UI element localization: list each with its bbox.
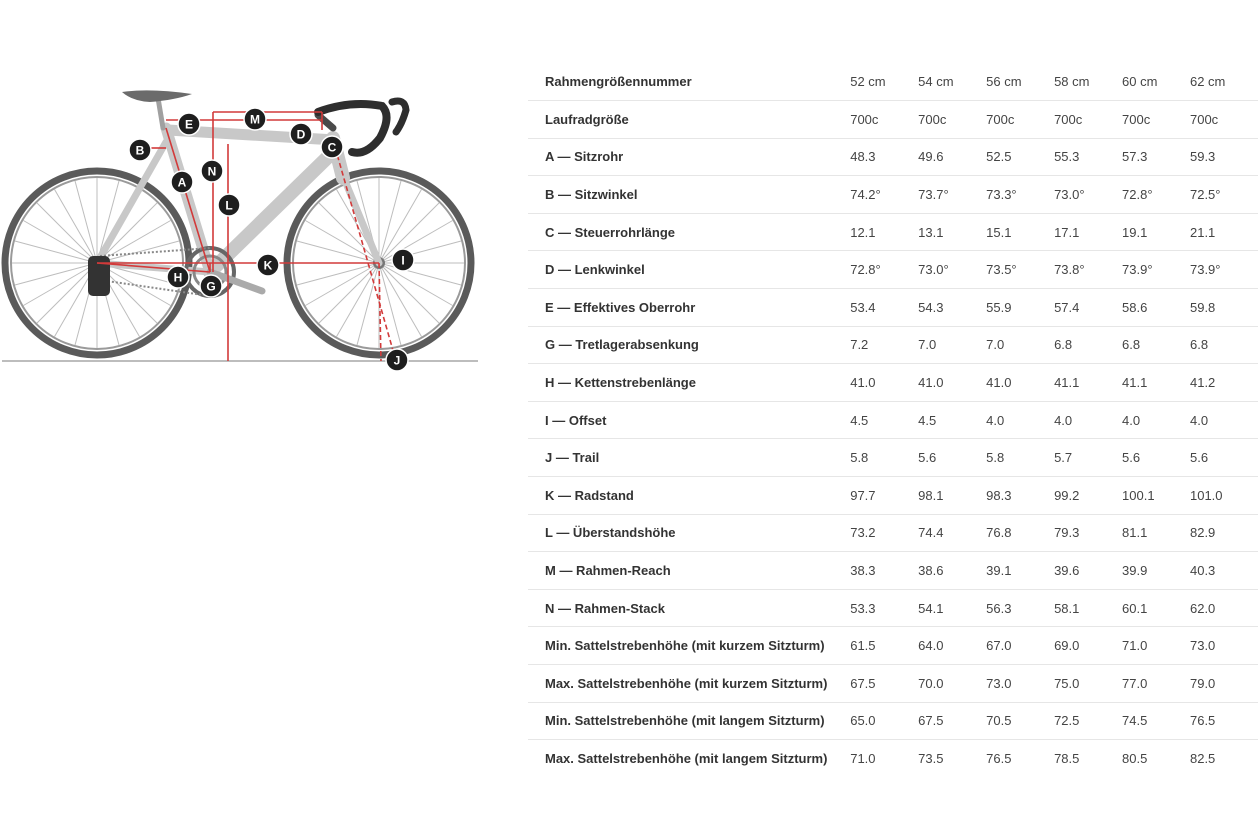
row-value: 54.3 [918,299,944,315]
row-label: K — Radstand [545,487,634,503]
row-label: M — Rahmen-Reach [545,563,671,579]
svg-text:J: J [393,353,401,368]
row-value: 17.1 [1054,224,1080,240]
row-value: 82.9 [1189,525,1216,541]
size-header-62: 62 cm [1189,74,1226,90]
row-value: 38.6 [918,563,944,579]
table-row [528,251,1258,289]
table-row [528,740,1258,778]
row-label: A — Sitzrohr [545,149,624,165]
table-row [528,477,1258,515]
row-value: 73.0 [986,675,1012,691]
row-value: 55.9 [986,299,1012,315]
row-value: 101.0 [1189,487,1223,503]
row-value: 82.5 [1189,751,1216,767]
row-value: 62.0 [1189,600,1216,616]
size-header-58: 58 cm [1054,74,1090,90]
row-value: 73.0° [1054,187,1085,203]
row-value: 72.8° [850,262,881,278]
wheel-spoke [379,263,401,345]
row-value: 41.0 [986,375,1012,391]
row-value: 79.3 [1054,525,1080,541]
svg-text:A: A [177,175,187,190]
row-value: 81.1 [1122,525,1148,541]
row-value: 57.3 [1122,149,1148,165]
row-value: 55.3 [1054,149,1080,165]
row-label: Min. Sattelstrebenhöhe (mit langem Sitzturm) [545,713,825,729]
table-row [528,289,1258,327]
row-label: Max. Sattelstrebenhöhe (mit langem Sitzturm) [545,751,828,767]
row-value: 70.5 [986,713,1012,729]
marker-k [257,254,279,276]
row-label: E — Effektives Oberrohr [545,299,696,315]
marker-j [386,349,408,371]
wheel-spoke [15,241,97,263]
row-value: 71.0 [850,751,876,767]
row-value: 97.7 [850,487,876,503]
geometry-table [528,63,1258,777]
table-row [528,514,1258,552]
table-row [528,627,1258,665]
row-value: 73.8° [1054,262,1085,278]
svg-text:G: G [206,279,216,294]
row-value: 700c [1122,111,1151,127]
wheel-spoke [379,263,461,285]
row-value: 41.0 [918,375,944,391]
row-value: 4.0 [1122,412,1141,428]
svg-text:N: N [207,164,217,179]
row-value: 61.5 [850,638,876,654]
row-value: 73.2 [850,525,876,541]
row-label: G — Tretlagerabsenkung [545,337,699,353]
table-row [528,439,1258,477]
table-row [528,176,1258,214]
row-value: 67.5 [918,713,944,729]
table-row [528,589,1258,627]
row-value: 79.0 [1189,675,1216,691]
row-value: 6.8 [1189,337,1209,353]
row-label: C — Steuerrohrlänge [545,224,676,240]
row-label: Min. Sattelstrebenhöhe (mit kurzem Sitzturm) [545,638,825,654]
marker-l [218,194,240,216]
row-value: 100.1 [1122,487,1155,503]
row-value: 52.5 [986,149,1012,165]
table-row [528,665,1258,703]
wheel-spoke [297,263,379,285]
row-label: I — Offset [545,412,607,428]
row-value: 39.6 [1054,563,1080,579]
row-label: B — Sitzwinkel [545,187,638,203]
row-value: 72.5 [1054,713,1080,729]
row-value: 58.1 [1054,600,1080,616]
row-value: 41.2 [1189,375,1216,391]
row-value: 12.1 [850,224,876,240]
row-value: 60.1 [1122,600,1148,616]
row-value: 73.9° [1122,262,1153,278]
row-value: 98.3 [986,487,1012,503]
row-value: 39.9 [1122,563,1148,579]
row-value: 57.4 [1054,299,1080,315]
row-value: 59.8 [1189,299,1216,315]
row-value: 98.1 [918,487,944,503]
svg-text:E: E [184,117,194,132]
row-value: 99.2 [1054,487,1080,503]
row-value: 4.0 [1189,412,1209,428]
table-row [528,364,1258,402]
row-value: 73.0 [1189,638,1216,654]
row-value: 5.7 [1054,450,1073,466]
marker-m [244,108,266,130]
row-value: 41.1 [1054,375,1080,391]
row-value: 53.3 [850,600,876,616]
row-label: D — Lenkwinkel [545,262,645,278]
row-value: 78.5 [1054,751,1080,767]
row-value: 700c [986,111,1015,127]
row-value: 5.8 [986,450,1005,466]
row-value: 53.4 [850,299,876,315]
svg-text:C: C [327,140,337,155]
row-value: 7.0 [918,337,937,353]
row-value: 74.2° [850,187,881,203]
table-header-row [528,63,1258,101]
row-value: 65.0 [850,713,876,729]
row-value: 41.1 [1122,375,1148,391]
row-value: 4.5 [850,412,869,428]
row-value: 73.3° [986,187,1017,203]
row-value: 75.0 [1054,675,1080,691]
marker-a [171,171,193,193]
size-header-56: 56 cm [986,74,1022,90]
svg-text:M: M [250,112,260,127]
frame-size-header: Rahmengrößennummer [545,74,692,90]
wheel-spoke [15,263,97,285]
row-value: 4.0 [986,412,1005,428]
bike-geometry-diagram [0,80,490,380]
row-value: 4.5 [918,412,937,428]
geometry-table-body [528,63,1258,777]
row-value: 6.8 [1054,337,1073,353]
marker-b [129,139,151,161]
row-value: 54.1 [918,600,944,616]
marker-g [200,275,222,297]
row-value: 73.9° [1189,262,1221,278]
row-value: 6.8 [1122,337,1141,353]
marker-e [178,113,200,135]
row-value: 73.5 [918,751,944,767]
size-header-54: 54 cm [918,74,954,90]
row-value: 700c [1189,111,1219,127]
row-value: 74.4 [918,525,944,541]
table-row [528,138,1258,176]
row-value: 700c [850,111,879,127]
size-header-60: 60 cm [1122,74,1158,90]
row-label: J — Trail [545,450,600,466]
row-value: 48.3 [850,149,876,165]
table-row [528,326,1258,364]
table-row [528,101,1258,139]
row-value: 59.3 [1189,149,1216,165]
row-value: 73.0° [918,262,949,278]
row-value: 80.5 [1122,751,1148,767]
row-value: 19.1 [1122,224,1148,240]
row-value: 21.1 [1189,224,1216,240]
row-label: N — Rahmen-Stack [545,600,665,616]
row-value: 38.3 [850,563,876,579]
size-header-52: 52 cm [850,74,886,90]
row-value: 5.6 [1122,450,1141,466]
row-value: 73.5° [986,262,1017,278]
row-value: 71.0 [1122,638,1148,654]
svg-text:B: B [135,143,145,158]
marker-h [167,266,189,288]
row-value: 4.0 [1054,412,1073,428]
row-value: 700c [918,111,947,127]
svg-text:H: H [173,270,183,285]
row-value: 56.3 [986,600,1012,616]
row-value: 72.5° [1189,187,1221,203]
marker-c [321,136,343,158]
svg-text:I: I [401,253,405,268]
row-label: H — Kettenstrebenlänge [545,375,696,391]
table-row [528,213,1258,251]
marker-d [290,123,312,145]
row-value: 15.1 [986,224,1012,240]
row-value: 76.5 [1189,713,1216,729]
marker-n [201,160,223,182]
row-value: 700c [1054,111,1083,127]
saddle [122,90,192,102]
row-value: 77.0 [1122,675,1148,691]
table-row [528,552,1258,590]
row-value: 5.6 [918,450,937,466]
svg-text:K: K [263,258,273,273]
row-value: 40.3 [1189,563,1216,579]
row-value: 76.5 [986,751,1012,767]
row-label: Max. Sattelstrebenhöhe (mit kurzem Sitzturm) [545,675,828,691]
svg-text:L: L [225,198,233,213]
row-value: 74.5 [1122,713,1148,729]
row-label: Laufradgröße [545,111,629,127]
row-value: 70.0 [918,675,944,691]
table-row [528,401,1258,439]
svg-text:D: D [296,127,306,142]
row-value: 72.8° [1122,187,1153,203]
wheel-spoke [75,181,97,263]
wheel-spoke [357,263,379,345]
row-value: 67.5 [850,675,876,691]
row-value: 7.2 [850,337,869,353]
row-value: 41.0 [850,375,876,391]
row-value: 49.6 [918,149,944,165]
row-value: 5.6 [1189,450,1209,466]
row-value: 64.0 [918,638,944,654]
row-value: 5.8 [850,450,869,466]
row-value: 7.0 [986,337,1005,353]
table-row [528,702,1258,740]
row-value: 39.1 [986,563,1012,579]
marker-i [392,249,414,271]
row-value: 58.6 [1122,299,1148,315]
row-value: 67.0 [986,638,1012,654]
row-value: 13.1 [918,224,944,240]
row-label: L — Überstandshöhe [545,525,676,541]
row-value: 76.8 [986,525,1012,541]
row-value: 73.7° [918,187,949,203]
row-value: 69.0 [1054,638,1080,654]
